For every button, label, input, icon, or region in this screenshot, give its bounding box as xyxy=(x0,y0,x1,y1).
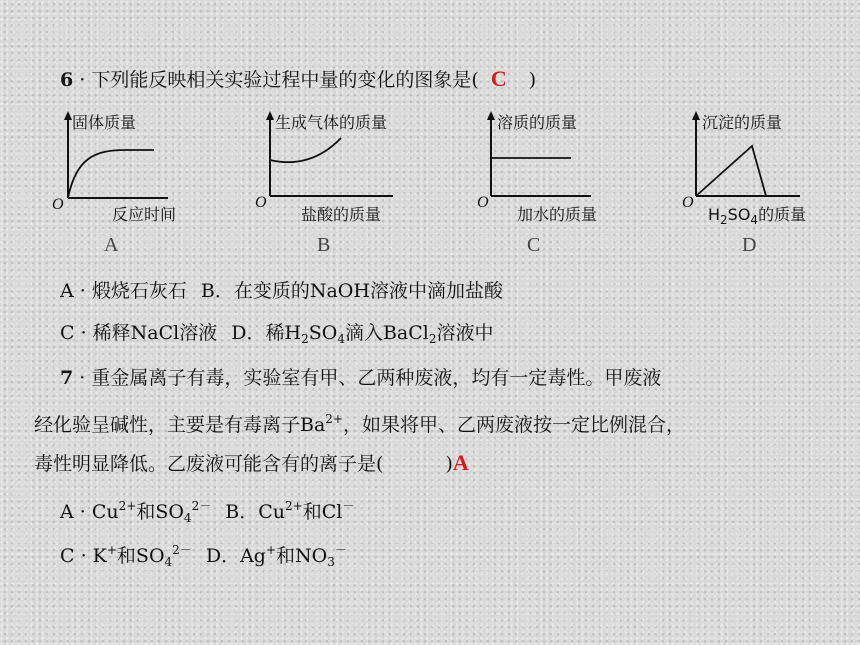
graph-d xyxy=(680,108,860,268)
subscript: 4 xyxy=(164,555,173,569)
subscript: 4 xyxy=(183,511,192,525)
option-part: B．Cu xyxy=(225,501,285,523)
superscript: 2－ xyxy=(172,543,192,557)
option-d-part: 溶液中 xyxy=(436,322,494,344)
superscript: － xyxy=(342,499,355,513)
option-letter: C xyxy=(527,234,541,256)
answer-mark: C xyxy=(490,66,507,91)
option-letter: D xyxy=(742,234,757,256)
origin-label: O xyxy=(682,194,694,211)
question-7-line-2 xyxy=(34,406,685,438)
superscript: 2－ xyxy=(191,499,212,513)
x-label-subscript: 2 xyxy=(720,213,728,227)
x-axis-label: 加水的质量 xyxy=(517,205,598,224)
option-d xyxy=(206,545,347,567)
question-number: 6 xyxy=(60,69,74,91)
y-axis-label: 沉淀的质量 xyxy=(702,113,783,132)
question-text: ，如果将甲、乙两废液按一定比例混合， xyxy=(343,414,686,436)
curve-a xyxy=(68,150,154,198)
origin-label: O xyxy=(52,196,64,213)
question-text: 毒性明显降低。乙废液可能含有的离子是( xyxy=(34,453,384,475)
option-d-part: 滴入BaCl xyxy=(344,322,429,344)
option-part: 和SO xyxy=(136,501,184,523)
option-part: 和NO xyxy=(276,545,328,567)
q7-options-row-2 xyxy=(60,537,347,575)
separator-dot: · xyxy=(79,367,86,389)
x-axis-label: 盐酸的质量 xyxy=(301,205,382,224)
graph-a xyxy=(50,108,230,268)
question-text: 重金属离子有毒，实验室有甲、乙两种废液，均有一定毒性。甲废液 xyxy=(91,367,662,389)
option-d-part: D．稀H xyxy=(231,322,302,344)
origin-label: O xyxy=(477,194,489,211)
question-6-stem xyxy=(60,66,536,93)
option-c xyxy=(60,545,192,567)
question-text: 经化验呈碱性，主要是有毒离子Ba xyxy=(34,414,326,436)
superscript: 2+ xyxy=(118,499,137,513)
x-axis-label: 反应时间 xyxy=(112,205,177,224)
subscript: 2 xyxy=(428,332,437,346)
curve-b xyxy=(270,138,341,162)
close-paren: ) xyxy=(528,69,537,91)
q7-options-row-1 xyxy=(60,493,354,531)
option-letter: A xyxy=(104,234,119,256)
option-part: 和Cl xyxy=(302,501,343,523)
question-7-line-3 xyxy=(34,450,469,477)
y-axis-label: 生成气体的质量 xyxy=(275,113,388,132)
option-b: B．在变质的NaOH溶液中滴加盐酸 xyxy=(200,280,503,302)
x-label-part: SO xyxy=(727,205,751,224)
separator-dot: · xyxy=(79,69,86,91)
x-label-part: H xyxy=(708,205,721,224)
option-b xyxy=(225,501,354,523)
option-letter: B xyxy=(317,234,331,256)
close-paren: ) xyxy=(445,453,453,475)
option-part: C · K xyxy=(60,545,107,567)
superscript: 2+ xyxy=(285,499,303,513)
question-number: 7 xyxy=(60,367,74,389)
option-a xyxy=(60,501,211,523)
curve-d xyxy=(696,146,766,196)
q6-options-row-1 xyxy=(60,278,503,304)
question-7-line-1 xyxy=(60,365,661,391)
option-d xyxy=(231,322,493,344)
superscript: － xyxy=(334,543,347,557)
graph-c xyxy=(475,108,655,268)
x-label-part: 的质量 xyxy=(758,205,807,224)
graph-b xyxy=(255,108,435,268)
y-axis-label: 溶质的质量 xyxy=(497,113,578,132)
option-part: 和SO xyxy=(116,545,165,567)
x-axis-label xyxy=(708,202,806,227)
superscript: + xyxy=(106,543,117,557)
option-d-part: SO xyxy=(308,322,338,344)
option-part: A · Cu xyxy=(60,501,119,523)
option-c: C · 稀释NaCl溶液 xyxy=(60,322,218,344)
superscript: + xyxy=(265,543,277,557)
option-a: A · 煅烧石灰石 xyxy=(60,280,187,302)
y-axis-label: 固体质量 xyxy=(72,113,137,132)
subscript: 3 xyxy=(327,555,335,569)
origin-label: O xyxy=(255,194,267,211)
option-part: D．Ag xyxy=(205,545,266,567)
subscript: 4 xyxy=(337,332,345,346)
x-label-subscript: 4 xyxy=(750,213,759,227)
subscript: 2 xyxy=(301,332,309,346)
answer-mark: A xyxy=(452,450,469,475)
superscript: 2+ xyxy=(325,412,343,426)
q6-options-row-2 xyxy=(60,320,494,352)
question-text: 下列能反映相关实验过程中量的变化的图象是( xyxy=(91,69,479,91)
